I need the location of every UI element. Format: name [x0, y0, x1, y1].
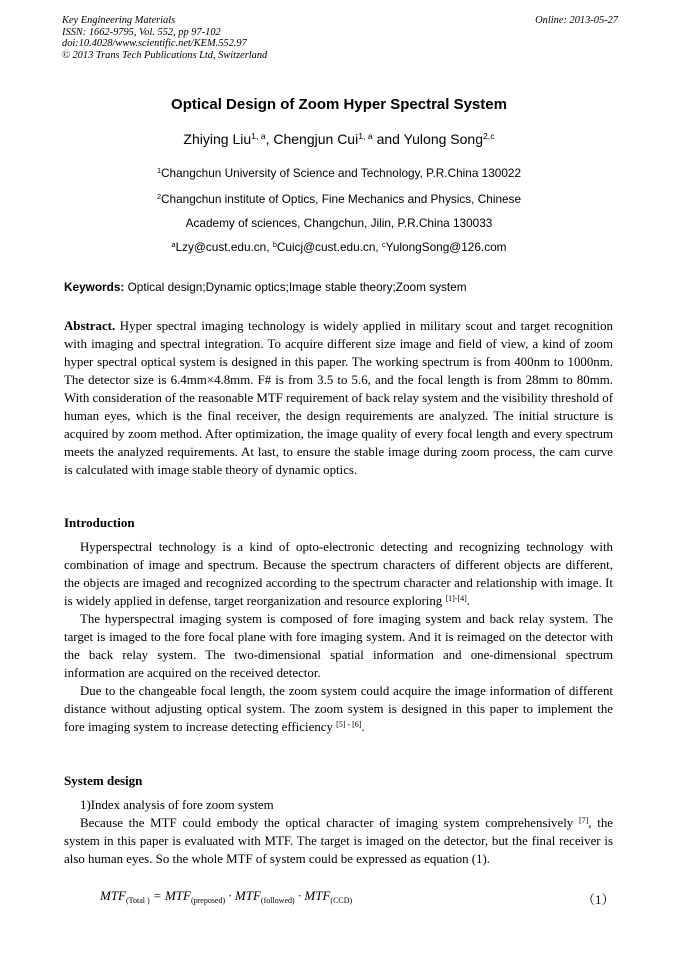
equation-number: （1）: [582, 892, 615, 907]
introduction-body: [64, 538, 613, 736]
author-2: , Chengjun Cui: [265, 131, 359, 147]
affiliation-2: [0, 192, 678, 206]
eq-operator: =: [149, 888, 165, 903]
intro-p1-end: .: [466, 594, 470, 608]
keywords-text: Optical design;Dynamic optics;Image stable theory;Zoom system: [124, 280, 467, 294]
sd-p1-end: , the system in this paper is evaluated with MTF. The target is imaged on the detector, but the final receiver is also human eyes. So the whole MTF of system could be expressed as equation (1).: [64, 816, 613, 866]
citation-ref: [7]: [578, 815, 589, 825]
journal-copyright: © 2013 Trans Tech Publications Ltd, Switzerland: [62, 49, 268, 61]
intro-paragraph-3: [64, 682, 613, 736]
citation-ref: [1]-[4]: [445, 593, 467, 603]
affiliation-1: [0, 166, 678, 180]
intro-p3-end: .: [361, 720, 365, 734]
subsection-index-analysis: 1)Index analysis of fore zoom system: [80, 798, 274, 812]
sd-p1-text: Because the MTF could embody the optical character of imaging system comprehensively: [80, 816, 579, 830]
citation-ref: [5] - [6]: [336, 719, 362, 729]
journal-issn: ISSN: 1662-9795, Vol. 552, pp 97-102: [62, 26, 221, 38]
eq-term: MTF: [234, 888, 261, 903]
author-line: [0, 131, 678, 147]
author-1: Zhiying Liu: [183, 131, 252, 147]
journal-name: Key Engineering Materials: [62, 15, 176, 26]
eq-term: MTF: [164, 888, 191, 903]
eq-sub: (Total ): [126, 896, 150, 905]
affiliation-1-text: Changchun University of Science and Technology, P.R.China 130022: [161, 166, 522, 180]
intro-paragraph-2: The hyperspectral imaging system is composed of fore imaging system and back relay system. The target is imaged to the fore focal plane with fore imaging system. And it is reimaged on the detector with the back relay system. The two-dimensional spatial information and one-dimensional spectrum information are acquired on the received detector.: [64, 612, 613, 680]
section-introduction-heading: Introduction: [64, 515, 135, 530]
online-date: Online: 2013-05-27: [535, 15, 618, 26]
abstract-text: Hyper spectral imaging technology is widely applied in military scout and target recognition with imaging and spectral integration. To acquire different size image and field of view, a kind of zoom hyper spectral optical system is designed in this paper. The working spectrum is from 400nm to 1000nm. The detector size is 6.4mm×4.8mm. F# is from 3.5 to 5.6, and the focal length is from 28mm to 80mm. With consideration of the reasonable MTF requirement of back relay system and the visibility threshold of human eyes, which is the final receiver, the design requirements are analyzed. The initial structure is acquired by zoom method. After optimization, the image quality of every focal length and every spectrum meets the analyzed requirements. At last, to ensure the stable image during zoom process, the cam curve is calculated with image stable theory of dynamic optics.: [64, 319, 613, 477]
eq-sub: (CCD): [330, 896, 353, 905]
email-a[interactable]: Lzy@cust.edu.cn,: [175, 240, 273, 254]
section-system-design-heading: System design: [64, 773, 143, 788]
affiliation-2-number: 2: [156, 191, 162, 201]
email-a-marker: a: [171, 239, 176, 249]
paper-title: Optical Design of Zoom Hyper Spectral System: [171, 96, 507, 113]
eq-operator: ·: [225, 888, 235, 903]
email-c-marker: c: [381, 239, 386, 249]
affiliation-2-text: Changchun institute of Optics, Fine Mechanics and Physics, Chinese: [161, 192, 522, 206]
email-line: [0, 240, 678, 254]
author-2-affiliation: 1, a: [358, 131, 373, 142]
author-3: and Yulong Song: [372, 131, 483, 147]
abstract: [64, 317, 613, 479]
eq-sub: (preposed): [190, 896, 226, 905]
affiliation-2-line2: Academy of sciences, Changchun, Jilin, P.R.China 130033: [185, 216, 493, 230]
journal-doi: doi:10.4028/www.scientific.net/KEM.552.97: [62, 38, 247, 49]
system-design-paragraph-1: [64, 814, 613, 868]
email-b[interactable]: Cuicj@cust.edu.cn,: [276, 240, 382, 254]
email-b-marker: b: [272, 239, 277, 249]
eq-operator: ·: [294, 888, 305, 903]
abstract-label: Abstract.: [64, 319, 116, 333]
keywords: [64, 280, 467, 294]
author-1-affiliation: 1, a: [251, 131, 266, 142]
intro-p3-text: Due to the changeable focal length, the zoom system could acquire the image information of different distance without adjusting optical system. The zoom system is designed in this paper to implement the fore imaging system to increase detecting efficiency: [64, 684, 613, 734]
author-3-affiliation: 2,c: [482, 131, 495, 142]
eq-sub: (followed): [260, 896, 295, 905]
equation-1: [100, 888, 352, 905]
journal-header: [62, 15, 618, 61]
affiliation-1-number: 1: [156, 165, 161, 175]
system-design-body: [64, 796, 613, 868]
intro-p1-text: Hyperspectral technology is a kind of opto-electronic detecting and recognizing technology with combination of image and spectrum. Because the spectrum characters of different objects are different, the objects are imaged and recognized according to the spectrum character and relationship with image. It is widely applied in defense, target reorganization and resource exploring: [64, 540, 613, 608]
eq-term: MTF: [100, 888, 126, 903]
eq-term: MTF: [304, 888, 331, 903]
keywords-label: Keywords:: [64, 280, 125, 294]
intro-paragraph-1: [64, 538, 613, 610]
email-c[interactable]: YulongSong@126.com: [385, 240, 507, 254]
